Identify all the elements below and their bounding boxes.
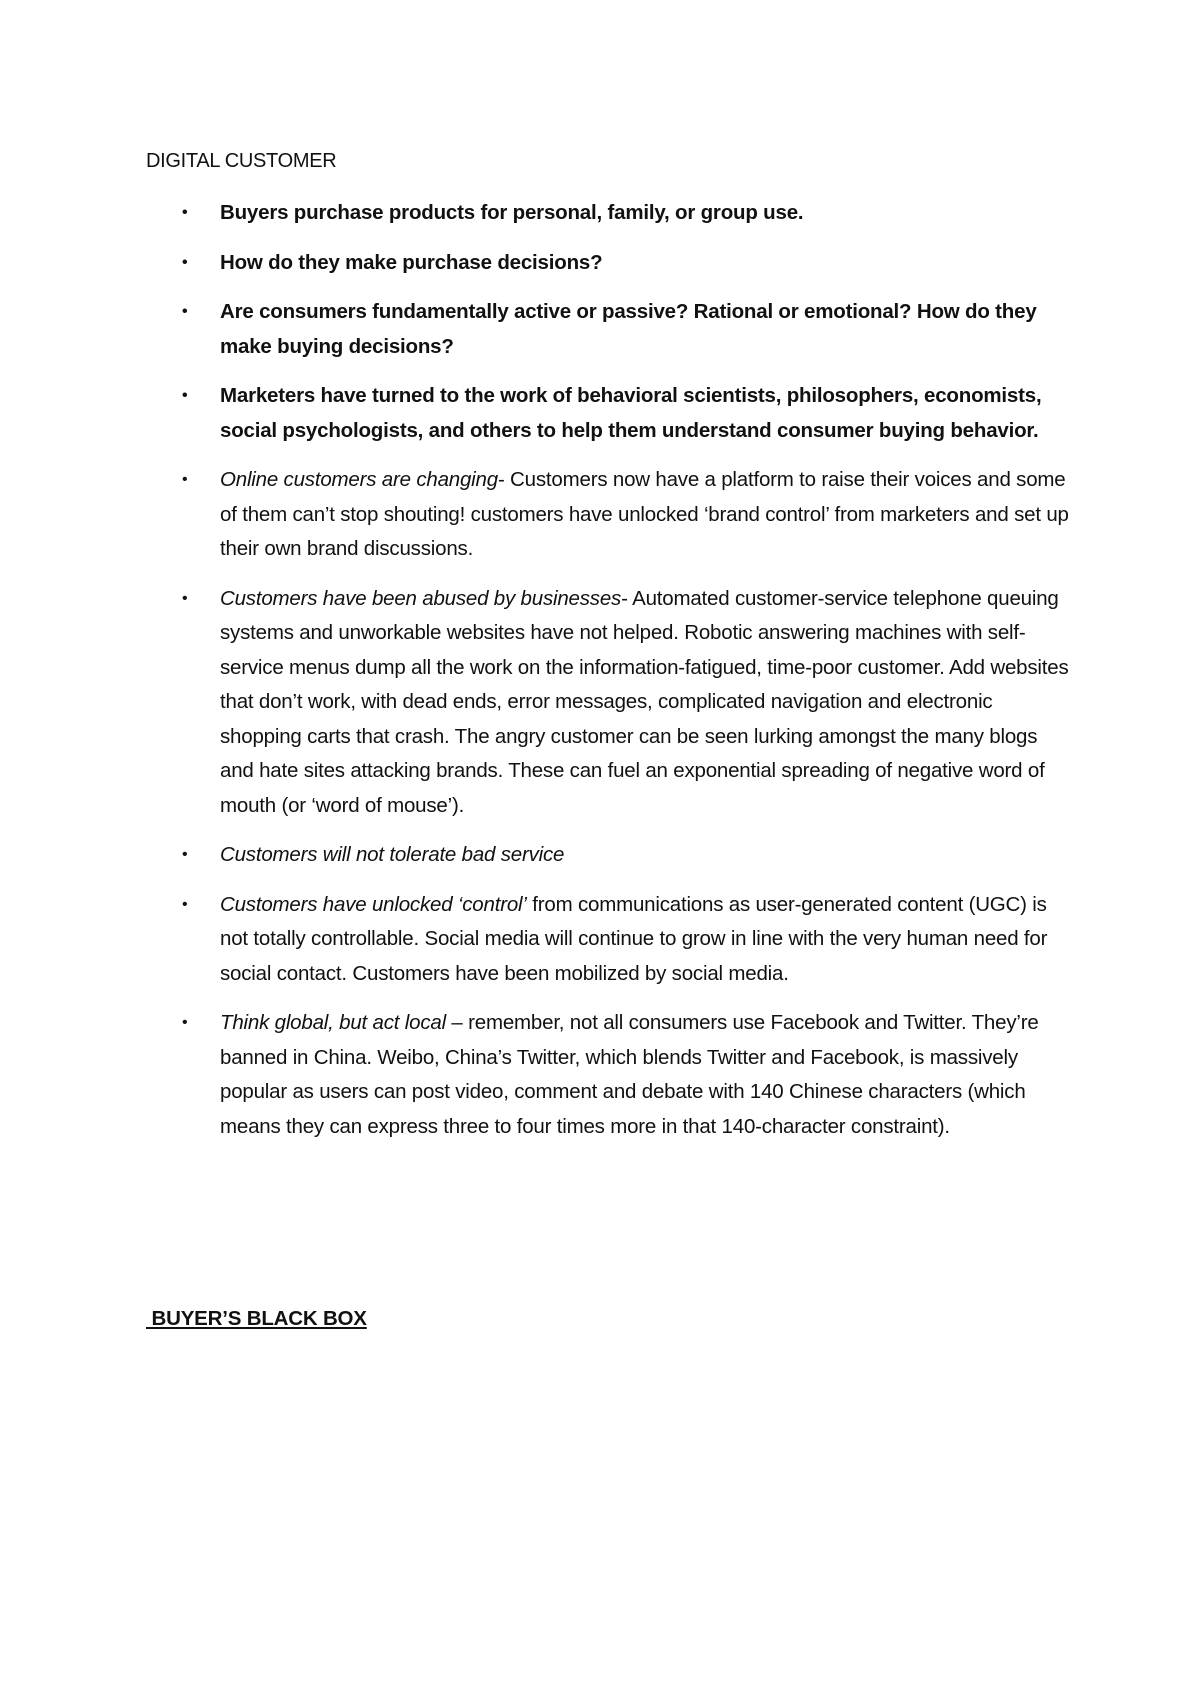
- point-lead: Customers will not tolerate bad service: [220, 843, 565, 866]
- bullet-icon: •: [182, 253, 188, 271]
- point-lead: Customers have unlocked ‘control’: [220, 892, 527, 916]
- point-text: - Customers now have a platform to raise their voices and some of them can’t stop shouting! customers have unlocked ‘brand control’ from marketers and set up their own brand discussions.: [220, 468, 1069, 560]
- bullet-icon: •: [182, 471, 188, 488]
- list-item-text: How do they make purchase decisions?: [220, 250, 603, 274]
- bullet-icon: •: [182, 895, 188, 913]
- list-item-text: Buyers purchase products for personal, family, or group use.: [220, 201, 804, 224]
- bullet-icon: •: [182, 1014, 188, 1031]
- bullet-icon: •: [182, 589, 188, 607]
- bullet-list: [146, 196, 1076, 1159]
- point-text: - Automated customer-service telephone queuing systems and unworkable websites have not helped. Robotic answering machines with self-service menus dump all the work on the information-fatigued, time-poor customer. Add websites that don’t work, with dead ends, error messages, complicated navigation and electronic shopping carts that crash. The angry customer can be seen lurking amongst the many blogs and hate sites attacking brands. These can fuel an exponential spreading of negative word of mouth (or ‘word of mouse’).: [220, 586, 1069, 817]
- page-title: DIGITAL CUSTOMER: [146, 150, 337, 172]
- bullet-icon: •: [182, 387, 188, 404]
- list-item: [146, 196, 1076, 231]
- list-item-text: Marketers have turned to the work of behavioral scientists, philosophers, economists, social psychologists, and others to help them understand consumer buying behavior.: [220, 384, 1042, 442]
- point-lead: Online customers are changing: [220, 468, 498, 491]
- list-item-text: Are consumers fundamentally active or passive? Rational or emotional? How do they make buying decisions?: [220, 300, 1037, 358]
- point-lead: Customers have been abused by businesses: [220, 586, 622, 610]
- bullet-icon: •: [182, 204, 188, 221]
- bullet-icon: •: [182, 303, 188, 320]
- point-lead: Think global, but act local: [220, 1011, 446, 1034]
- bullet-icon: •: [182, 846, 188, 863]
- list-item: [146, 246, 1076, 281]
- section-heading: BUYER’S BLACK BOX: [146, 1307, 367, 1330]
- list-item: [146, 379, 1076, 448]
- list-item: [146, 582, 1076, 824]
- point-text: from communications as user-generated content (UGC) is not totally controllable. Social media will continue to grow in line with the very human need for social contact. Customers have been mobilized by social media.: [220, 892, 1048, 985]
- list-item: [146, 888, 1076, 992]
- point-text: – remember, not all consumers use Facebook and Twitter. They’re banned in China. Weibo, China’s Twitter, which blends Twitter and Facebook, is massively popular as users can post video, comment and debate with 140 Chinese characters (which means they can express three to four times more in that 140-character constraint).: [220, 1011, 1039, 1138]
- list-item: [146, 1006, 1076, 1144]
- list-item: [146, 295, 1076, 364]
- list-item: [146, 463, 1076, 567]
- list-item: [146, 838, 1076, 873]
